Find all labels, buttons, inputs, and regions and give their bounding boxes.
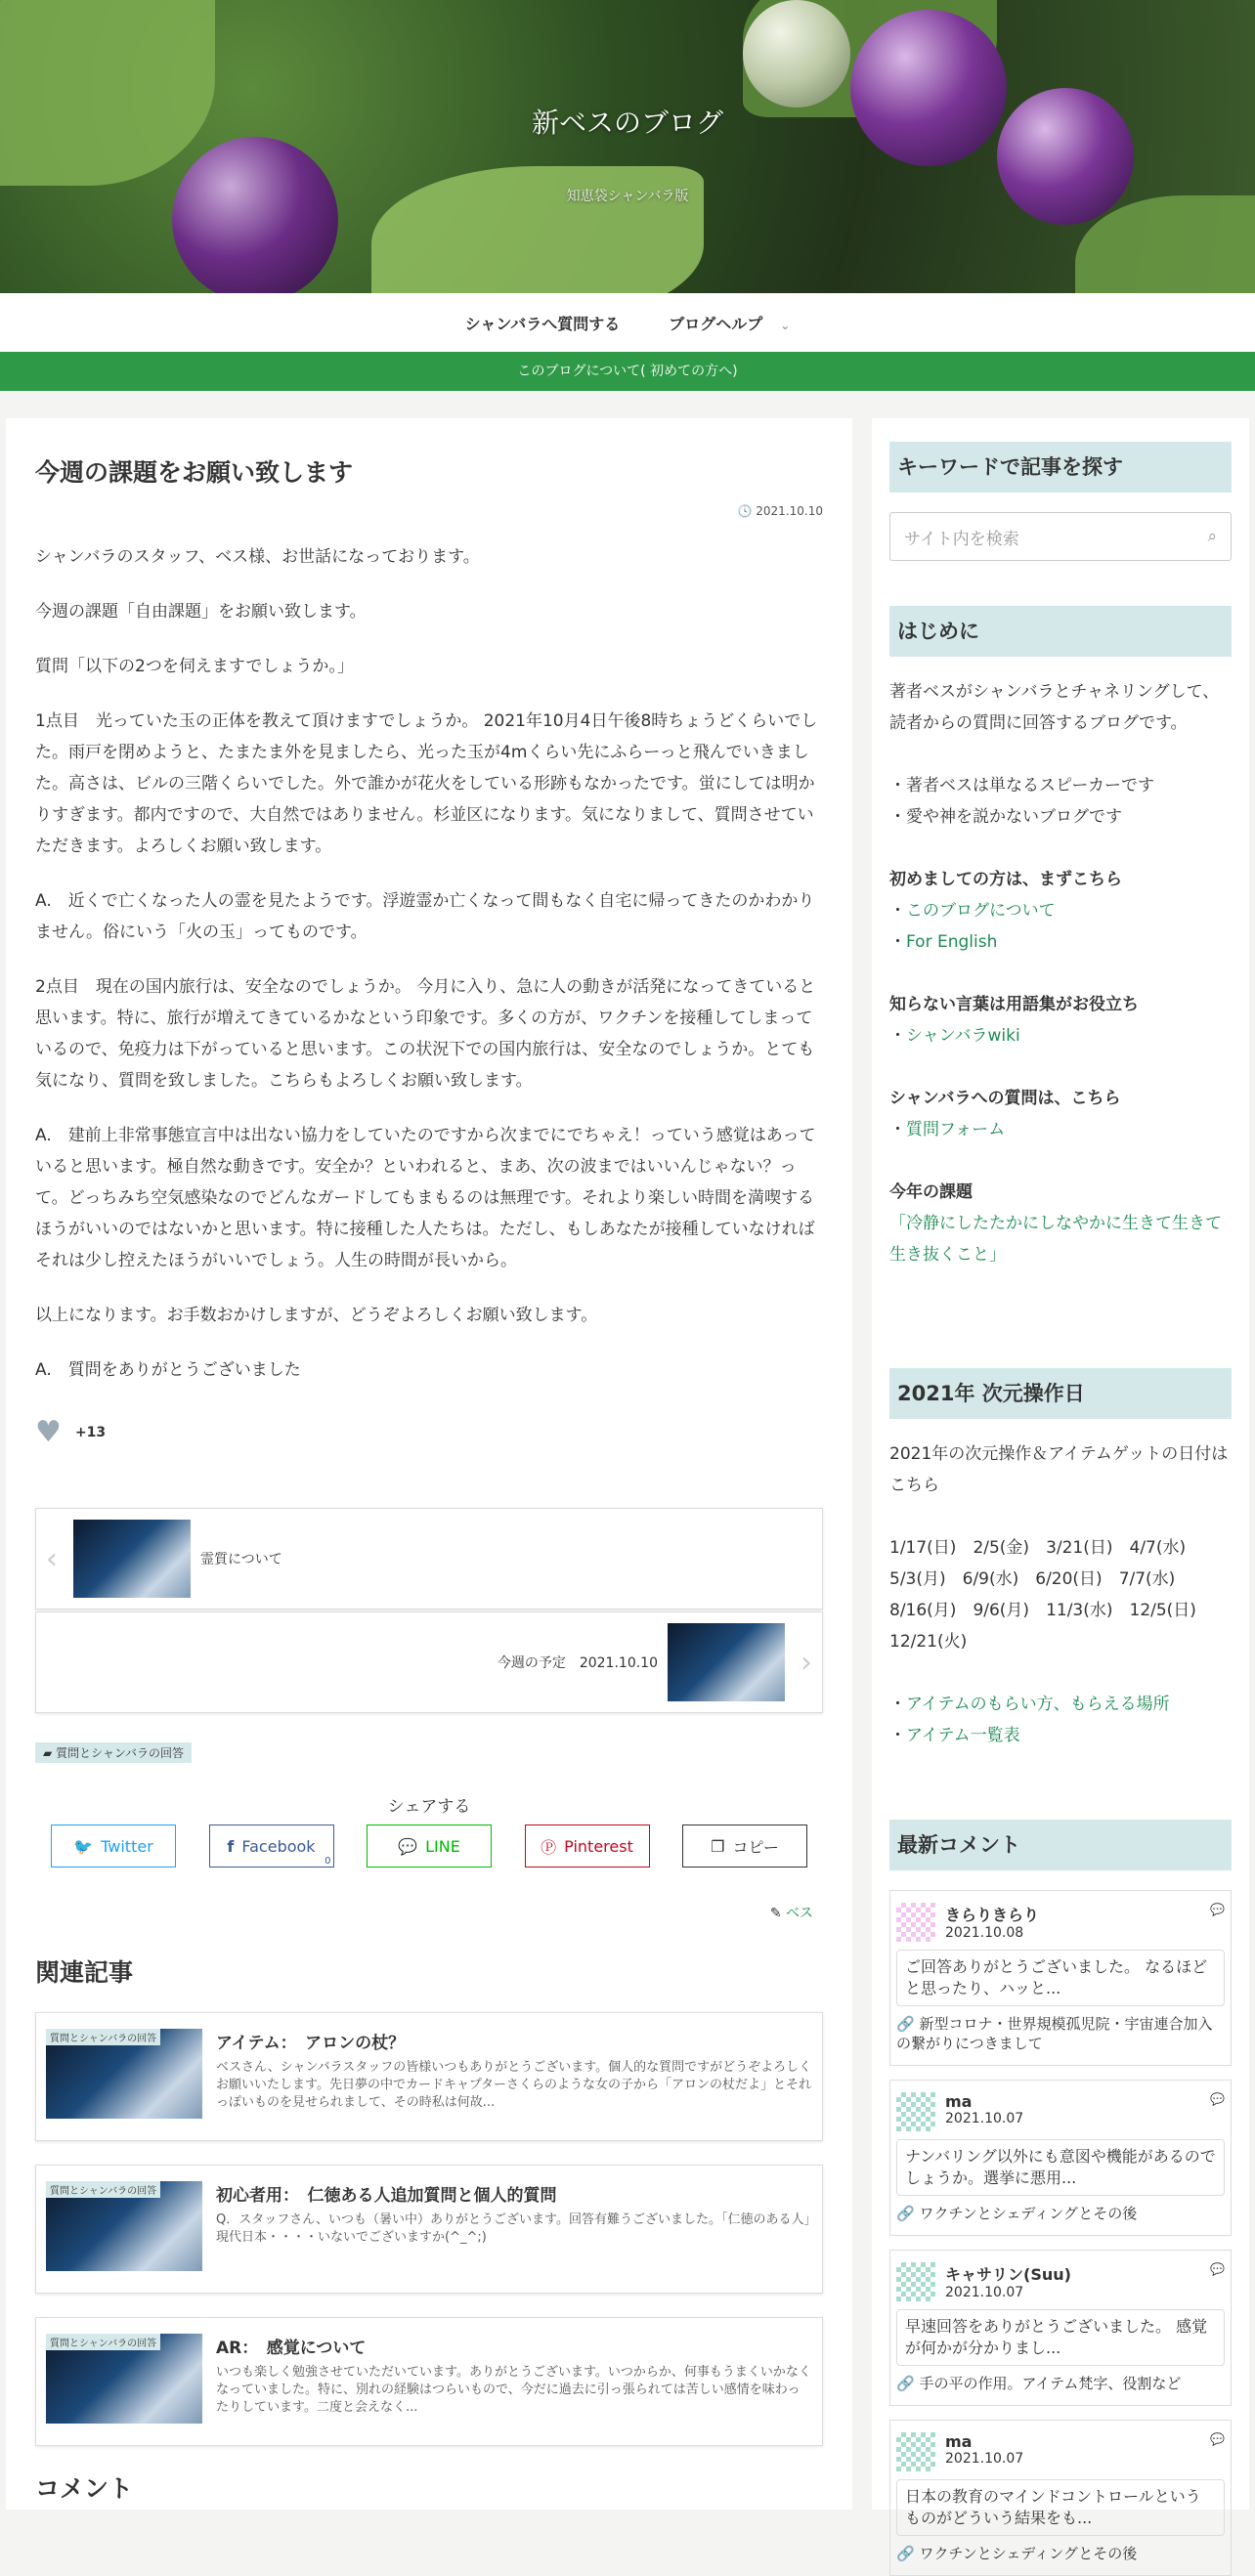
theme-link[interactable]: 「冷静にしたたかにしなやかに生きて生きて生き抜くこと」 bbox=[889, 1214, 1222, 1265]
about-blog-link[interactable]: このブログについて bbox=[906, 901, 1056, 921]
share-twitter-label: Twitter bbox=[101, 1836, 153, 1856]
twitter-icon: 🐦 bbox=[73, 1836, 94, 1856]
comment-date: 2021.10.08 bbox=[945, 1925, 1024, 1941]
link-icon: 🔗 bbox=[896, 2375, 915, 2392]
post-date-text: 2021.10.10 bbox=[756, 504, 823, 518]
folder-icon: ▰ bbox=[43, 1746, 53, 1760]
like-count: +13 bbox=[74, 1424, 107, 1440]
share-facebook-button[interactable] bbox=[209, 1825, 334, 1868]
intro-text: 著者ベスがシャンバラとチャネリングして、読者からの質問に回答するブログです。 bbox=[889, 682, 1220, 733]
post-paragraph: 2点目 現在の国内旅行は、安全なのでしょうか。 今月に入り、急に人の動きが活発になってきていると思います。特に、旅行が増えてきているかなという印象です。多くの方が、ワクチンを接種してしまっているので、免疫力は下がっていると思います。この状況下での国内旅行は、安全なのでしょうか。とても気になり、質問を致しました。こちらもよろしくお願い致します。 bbox=[35, 977, 816, 1091]
related-article[interactable] bbox=[35, 2012, 823, 2141]
intro-bullet: ・愛や神を説かないブログです bbox=[889, 807, 1122, 827]
comment-date: 2021.10.07 bbox=[945, 2451, 1024, 2467]
comment-text: 早速回答をありがとうございました。 感覚が何かが分かりまし... bbox=[896, 2309, 1225, 2366]
related-excerpt: いつも楽しく勉強させていただいています。ありがとうございます。いつからか、何事もうまくいかなくなっていました。特に、別れの経験はつらいもので、今だに過去に引っ張られては苦しい感情を味わったりしています。二度と会えなく... bbox=[216, 2365, 811, 2415]
line-icon: 💬 bbox=[398, 1836, 418, 1856]
comment-post-title: ワクチンとシェディングとその後 bbox=[919, 2205, 1138, 2222]
related-article[interactable] bbox=[35, 2317, 823, 2446]
post-paragraph: シャンバラのスタッフ、ベス様、お世話になっております。 bbox=[35, 547, 480, 567]
comment-author: ma bbox=[945, 2432, 973, 2451]
notice-bar[interactable]: このブログについて( 初めての方へ) bbox=[0, 352, 1255, 391]
related-heading: 関連記事 bbox=[35, 1958, 134, 1987]
related-title: アイテム： アロンの杖？ bbox=[216, 2034, 406, 2053]
site-title[interactable]: 新ベスのブログ bbox=[531, 107, 723, 139]
sidebar: キーワードで記事を探す サイト内を検索 ⌕ はじめに 著者ベスがシャンバラとチャネリングして、読者からの質問に回答するブログです。 ・著者ベスは単なるスピーカーです ・愛や神を説かないブログです 初めましての方は、まずこちら ・このブログについて ・For English 知らない言葉は用語集がお役立ち ・シャンバラwiki シャンバラへの質問は、こちら ・質問フォーム 今年の課題 「冷静にしたたかにしなやかに生きて生きて生き抜くこと」 2021年 次元操作日 2021年の次元操作＆アイテムゲットの日付はこちら 1/17(日) 2/5(金) 3/21(日) 4/7(水) 5/3(月) 6/9(水) 6/20(日) 7/7(水) 8/16(月) 9/6(月) 11/3(水) 12/5(日) 12/21(火) ・アイテムのもらい方、もらえる場所 ・アイテム一覧表 最新コメント きらりきらり 2021.10.08 💬 ご回答ありがとうございました。 なるほどと思ったり、ハッと... 🔗 新型コロナ・世界規模孤児院・宇宙連合加入の繋がりにつきまして ma 2021.10.07 💬 ナンバリング以外にも意図や機能があるのでしょうか。選挙に悪用... 🔗 ワクチンとシェディングとその後 キャサリン(Suu) 2021.10.07 💬 早速回答をありがとうございました。 感覚が何かが分かりまし... 🔗 手の平の作用。アイテム梵字、役割など ma 2021.10.07 💬 日本の教育のマインドコントロールというものがどういう結果をも... 🔗 ワクチンとシェディングとその後 bbox=[872, 418, 1249, 2510]
search-heading: キーワードで記事を探す bbox=[889, 442, 1232, 493]
post-paragraph: 以上になります。お手数おかけしますが、どうぞよろしくお願い致します。 bbox=[35, 1306, 598, 1325]
share-label: シェアする bbox=[387, 1797, 471, 1817]
comment-author: キャサリン(Suu) bbox=[945, 2265, 1071, 2284]
post-paragraph: 質問「以下の2つを伺えますでしょうか。」 bbox=[35, 657, 354, 676]
recent-comment[interactable] bbox=[889, 2420, 1232, 2576]
post-paragraph: A. 建前上非常事態宣言中は出ない協力をしていたのですから次までにでちゃえ！っていう感覚はあっていると思います。極自然な動きです。安全か？といわれると、まあ、次の波まではいいんじゃない？って。どっちみち空気感染なのでどんなガードしてもまもるのは無理です。それより楽しい時間を満喫するほうがいいのではないかと思います。特に接種した人たちは。ただし、もしあなたが接種していなければそれは少し控えたほうがいいでしょう。人生の時間が長いから。 bbox=[35, 1126, 816, 1270]
main-content bbox=[6, 418, 852, 2510]
berry bbox=[743, 0, 850, 107]
share-buttons bbox=[35, 1825, 823, 1868]
related-thumbnail bbox=[46, 2181, 202, 2271]
next-post-link[interactable] bbox=[35, 1611, 823, 1713]
glossary-heading: 知らない言葉は用語集がお役立ち bbox=[889, 995, 1139, 1014]
chevron-right-icon: › bbox=[801, 1645, 812, 1680]
chevron-left-icon: ‹ bbox=[46, 1541, 58, 1576]
related-excerpt: ベスさん、シャンバラスタッフの皆様いつもありがとうございます。個人的な質問ですがどうぞよろしくお願いいたします。先日夢の中でカードキャプターさくらのような女の子から「アロンの杖だよ」とそれっぽいものを見せられまして、その時私は何故... bbox=[216, 2060, 812, 2110]
nav-item-ask[interactable]: シャンバラへ質問する bbox=[464, 314, 621, 333]
related-thumbnail bbox=[46, 2029, 202, 2119]
author-name: ベス bbox=[786, 1906, 813, 1921]
share-facebook-label: Facebook bbox=[241, 1836, 316, 1856]
item-list-link[interactable]: アイテム一覧表 bbox=[906, 1726, 1020, 1745]
heart-icon: ♥ bbox=[35, 1415, 62, 1449]
site-subtitle: 知恵袋シャンバラ版 bbox=[566, 189, 689, 204]
next-post-thumbnail bbox=[668, 1623, 785, 1701]
share-pinterest-button[interactable] bbox=[525, 1825, 650, 1868]
next-post-title: 今週の予定 2021.10.10 bbox=[497, 1655, 658, 1671]
ops-text: 2021年の次元操作＆アイテムゲットの日付はこちら bbox=[889, 1444, 1229, 1495]
recent-comments-heading: 最新コメント bbox=[889, 1820, 1232, 1870]
search-icon[interactable]: ⌕ bbox=[1207, 527, 1217, 546]
copy-link-button[interactable] bbox=[682, 1825, 807, 1868]
comment-text: ご回答ありがとうございました。 なるほどと思ったり、ハッと... bbox=[896, 1950, 1225, 2006]
copy-label: コピー bbox=[732, 1837, 779, 1857]
recent-comment[interactable] bbox=[889, 1890, 1232, 2066]
post-date bbox=[35, 504, 823, 518]
avatar bbox=[896, 2262, 935, 2301]
clock-icon: 🕓 bbox=[737, 504, 753, 518]
post-body bbox=[35, 541, 823, 1386]
recent-comment[interactable] bbox=[889, 2080, 1232, 2236]
berry bbox=[172, 137, 338, 293]
comment-date: 2021.10.07 bbox=[945, 2111, 1024, 2126]
related-thumbnail bbox=[46, 2334, 202, 2424]
prev-post-title: 霊質について bbox=[200, 1552, 282, 1567]
related-category-tag: 質問とシャンバラの回答 bbox=[46, 2181, 160, 2198]
comment-post-title: 新型コロナ・世界規模孤児院・宇宙連合加入の繋がりにつきまして bbox=[896, 2015, 1213, 2052]
comment-icon: 💬 bbox=[1210, 2262, 1225, 2276]
comment-text: ナンバリング以外にも意図や機能があるのでしょうか。選挙に悪用... bbox=[896, 2139, 1225, 2196]
avatar bbox=[896, 2432, 935, 2471]
ops-dates: 1/17(日) 2/5(金) 3/21(日) 4/7(水) 5/3(月) 6/9(水) 6/20(日) 7/7(水) 8/16(月) 9/6(月) 11/3(水) 12/5(日) 12/21(火) bbox=[889, 1538, 1213, 1652]
category-badge[interactable] bbox=[35, 1742, 192, 1763]
facebook-icon: f bbox=[227, 1836, 235, 1856]
related-title: AR： 感覚について bbox=[216, 2339, 367, 2358]
share-pinterest-label: Pinterest bbox=[564, 1836, 633, 1856]
pinterest-icon: Ⓟ bbox=[541, 1837, 557, 1857]
share-line-button[interactable] bbox=[367, 1825, 492, 1868]
search-input[interactable] bbox=[889, 512, 1232, 561]
facebook-share-count: 0 bbox=[325, 1856, 331, 1867]
pencil-icon: ✎ bbox=[769, 1906, 782, 1921]
avatar bbox=[896, 2092, 935, 2131]
comment-author: ma bbox=[945, 2092, 973, 2111]
first-visit-heading: 初めましての方は、まずこちら bbox=[889, 870, 1122, 889]
post-title: 今週の課題をお願い致します bbox=[35, 458, 354, 487]
question-form-link[interactable]: 質問フォーム bbox=[906, 1120, 1006, 1139]
comment-icon: 💬 bbox=[1210, 1903, 1225, 1916]
comment-post-title: 手の平の作用。アイテム梵字、役割など bbox=[919, 2375, 1182, 2392]
berry bbox=[850, 10, 1007, 166]
link-icon: 🔗 bbox=[896, 2545, 915, 2562]
share-twitter-button[interactable] bbox=[51, 1825, 176, 1868]
post-paragraph: 1点目 光っていた玉の正体を教えて頂けますでしょうか。 2021年10月4日午後8時ちょうどくらいでした。雨戸を閉めようと、たまたま外を見ましたら、光った玉が4mくらい先にふらーっと飛んでいきました。高さは、ビルの三階くらいでした。外で誰かが花火をしている形跡もなかったです。蛍にしては明かりすぎます。都内ですので、大自然ではありません。杉並区になります。気になりまして、質問させていただきます。よろしくお願い致します。 bbox=[35, 711, 818, 856]
category-label: 質問とシャンバラの回答 bbox=[56, 1746, 184, 1760]
search-placeholder: サイト内を検索 bbox=[904, 529, 1019, 549]
comment-date: 2021.10.07 bbox=[945, 2285, 1024, 2300]
ops-heading: 2021年 次元操作日 bbox=[889, 1368, 1232, 1419]
item-guide-link[interactable]: アイテムのもらい方、もらえる場所 bbox=[906, 1695, 1170, 1714]
related-category-tag: 質問とシャンバラの回答 bbox=[46, 2029, 160, 2045]
link-icon: 🔗 bbox=[896, 2205, 915, 2222]
nav-item-help-label: ブログヘルプ bbox=[669, 314, 763, 333]
link-icon: 🔗 bbox=[896, 2015, 915, 2033]
nav-item-help[interactable] bbox=[669, 312, 790, 334]
comment-post-title: ワクチンとシェディングとその後 bbox=[919, 2545, 1138, 2562]
copy-icon: ❐ bbox=[711, 1836, 725, 1856]
like-button[interactable] bbox=[35, 1415, 823, 1449]
comments-heading: コメント bbox=[35, 2474, 134, 2503]
comment-text: 日本の教育のマインドコントロールというものがどういう結果をも... bbox=[896, 2479, 1225, 2536]
leaf-shape bbox=[0, 0, 215, 186]
post-paragraph: A. 質問をありがとうございました bbox=[35, 1360, 301, 1380]
english-link[interactable]: For English bbox=[906, 932, 998, 952]
prev-post-link[interactable] bbox=[35, 1508, 823, 1610]
post-paragraph: A. 近くで亡くなった人の霊を見たようです。浮遊霊か亡くなって間もなく自宅に帰ってきたのかわかりません。俗にいう「火の玉」ってものです。 bbox=[35, 891, 815, 942]
ask-heading: シャンバラへの質問は、こちら bbox=[889, 1089, 1121, 1108]
recent-comment[interactable] bbox=[889, 2250, 1232, 2406]
intro-heading: はじめに bbox=[889, 606, 1232, 657]
chevron-down-icon: ⌄ bbox=[780, 318, 791, 332]
comment-icon: 💬 bbox=[1210, 2432, 1225, 2446]
related-title: 初心者用： 仁徳ある人追加質問と個人的質問 bbox=[216, 2186, 557, 2206]
share-line-label: LINE bbox=[425, 1836, 460, 1856]
theme-heading: 今年の課題 bbox=[889, 1182, 973, 1202]
related-category-tag: 質問とシャンバラの回答 bbox=[46, 2334, 160, 2350]
prev-post-thumbnail bbox=[73, 1520, 191, 1598]
comment-author: きらりきらり bbox=[945, 1906, 1040, 1924]
global-nav bbox=[0, 293, 1255, 352]
comment-icon: 💬 bbox=[1210, 2092, 1225, 2106]
intro-bullet: ・著者ベスは単なるスピーカーです bbox=[889, 776, 1154, 795]
header-image bbox=[0, 0, 1255, 293]
related-article[interactable] bbox=[35, 2165, 823, 2294]
avatar bbox=[896, 1903, 935, 1942]
post-paragraph: 今週の課題「自由課題」をお願い致します。 bbox=[35, 602, 367, 622]
glossary-link[interactable]: シャンバラwiki bbox=[906, 1026, 1020, 1046]
author-link[interactable] bbox=[35, 1903, 813, 1922]
related-excerpt: Q．スタッフさん、いつも（暑い中）ありがとうございます。回答有難うございました。「仁徳のある人」現代日本・・・・いないでございますか(^_^;) bbox=[216, 2212, 810, 2245]
